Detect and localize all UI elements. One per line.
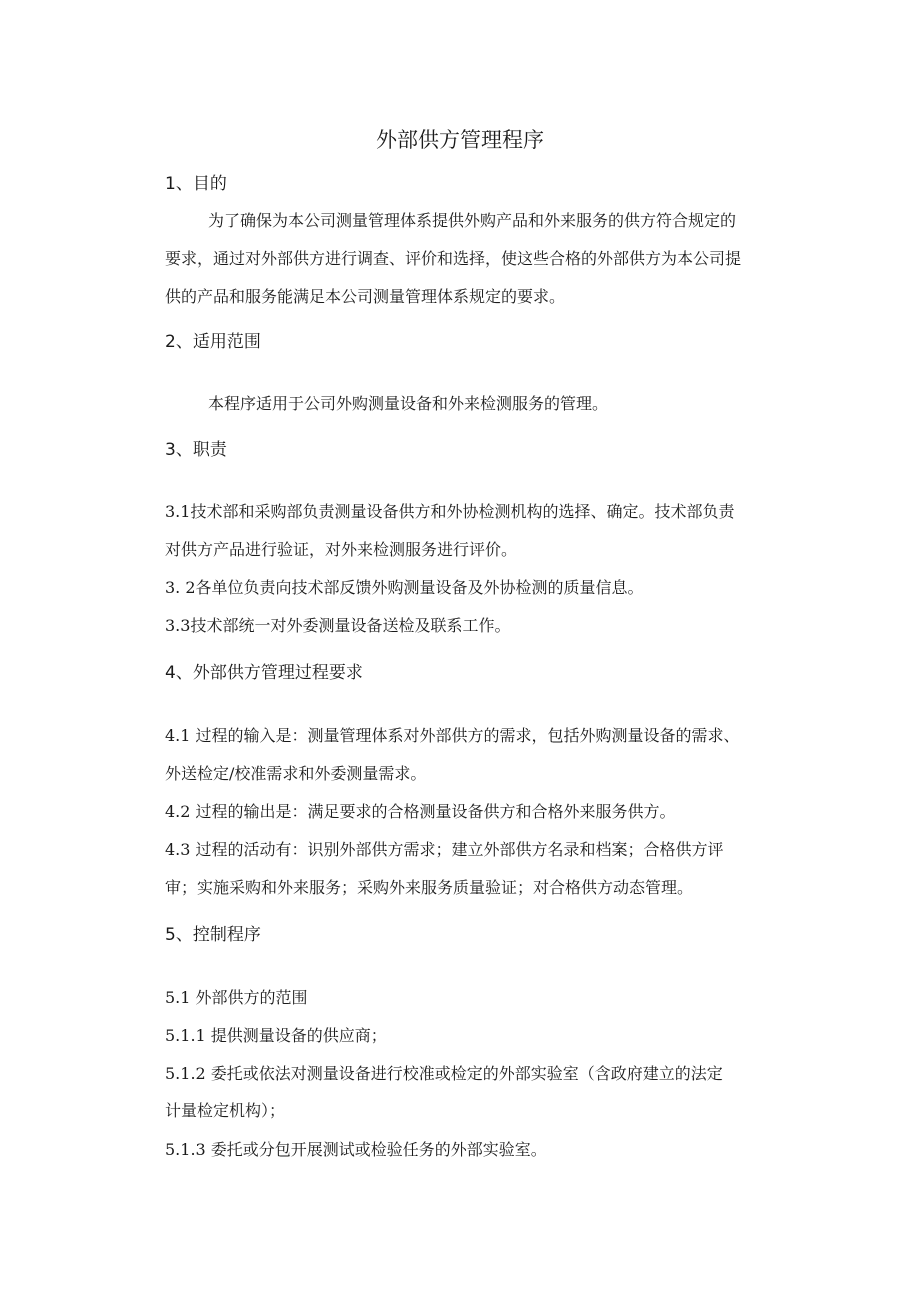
section-3-line-4: 3.3技术部统一对外委测量设备送检及联系工作。 (165, 616, 511, 635)
section-5-line-4: 计量检定机构）； (165, 1101, 286, 1120)
section-5-line-3: 5.1.2 委托或依法对测量设备进行校准或检定的外部实验室（含政府建立的法定 (165, 1064, 723, 1083)
section-3-heading: 3、职责 (165, 440, 227, 460)
section-1-line-3: 供的产品和服务能满足本公司测量管理体系规定的要求。 (165, 287, 566, 306)
section-4-line-1: 4.1 过程的输入是：测量管理体系对外部供方的需求，包括外购测量设备的需求、 (165, 726, 740, 745)
section-3-line-3: 3. 2各单位负责向技术部反馈外购测量设备及外协检测的质量信息。 (165, 578, 644, 597)
section-5-heading: 5、控制程序 (165, 925, 261, 945)
section-3-line-1: 3.1技术部和采购部负责测量设备供方和外协检测机构的选择、确定。技术部负责 (165, 502, 735, 521)
section-5-line-1: 5.1 外部供方的范围 (165, 988, 308, 1007)
section-4-line-4: 4.3 过程的活动有：识别外部供方需求；建立外部供方名录和档案；合格供方评 (165, 840, 724, 859)
section-5-line-2: 5.1.1 提供测量设备的供应商； (165, 1026, 387, 1045)
section-4-line-5: 审；实施采购和外来服务；采购外来服务质量验证；对合格供方动态管理。 (165, 878, 694, 897)
section-1-line-1: 为了确保为本公司测量管理体系提供外购产品和外来服务的供方符合规定的 (208, 211, 737, 230)
section-1-heading: 1、目的 (165, 174, 227, 194)
section-3-line-2: 对供方产品进行验证，对外来检测服务进行评价。 (165, 540, 518, 559)
section-4-heading: 4、外部供方管理过程要求 (165, 663, 363, 683)
section-4-line-3: 4.2 过程的输出是：满足要求的合格测量设备供方和合格外来服务供方。 (165, 802, 676, 821)
section-2-line-1: 本程序适用于公司外购测量设备和外来检测服务的管理。 (208, 394, 609, 413)
section-4-line-2: 外送检定/校准需求和外委测量需求。 (165, 764, 427, 783)
section-2-heading: 2、适用范围 (165, 332, 261, 352)
document-title: 外部供方管理程序 (376, 128, 544, 152)
section-1-line-2: 要求，通过对外部供方进行调查、评价和选择，使这些合格的外部供方为本公司提 (165, 249, 742, 268)
section-5-line-5: 5.1.3 委托或分包开展测试或检验任务的外部实验室。 (165, 1140, 547, 1159)
